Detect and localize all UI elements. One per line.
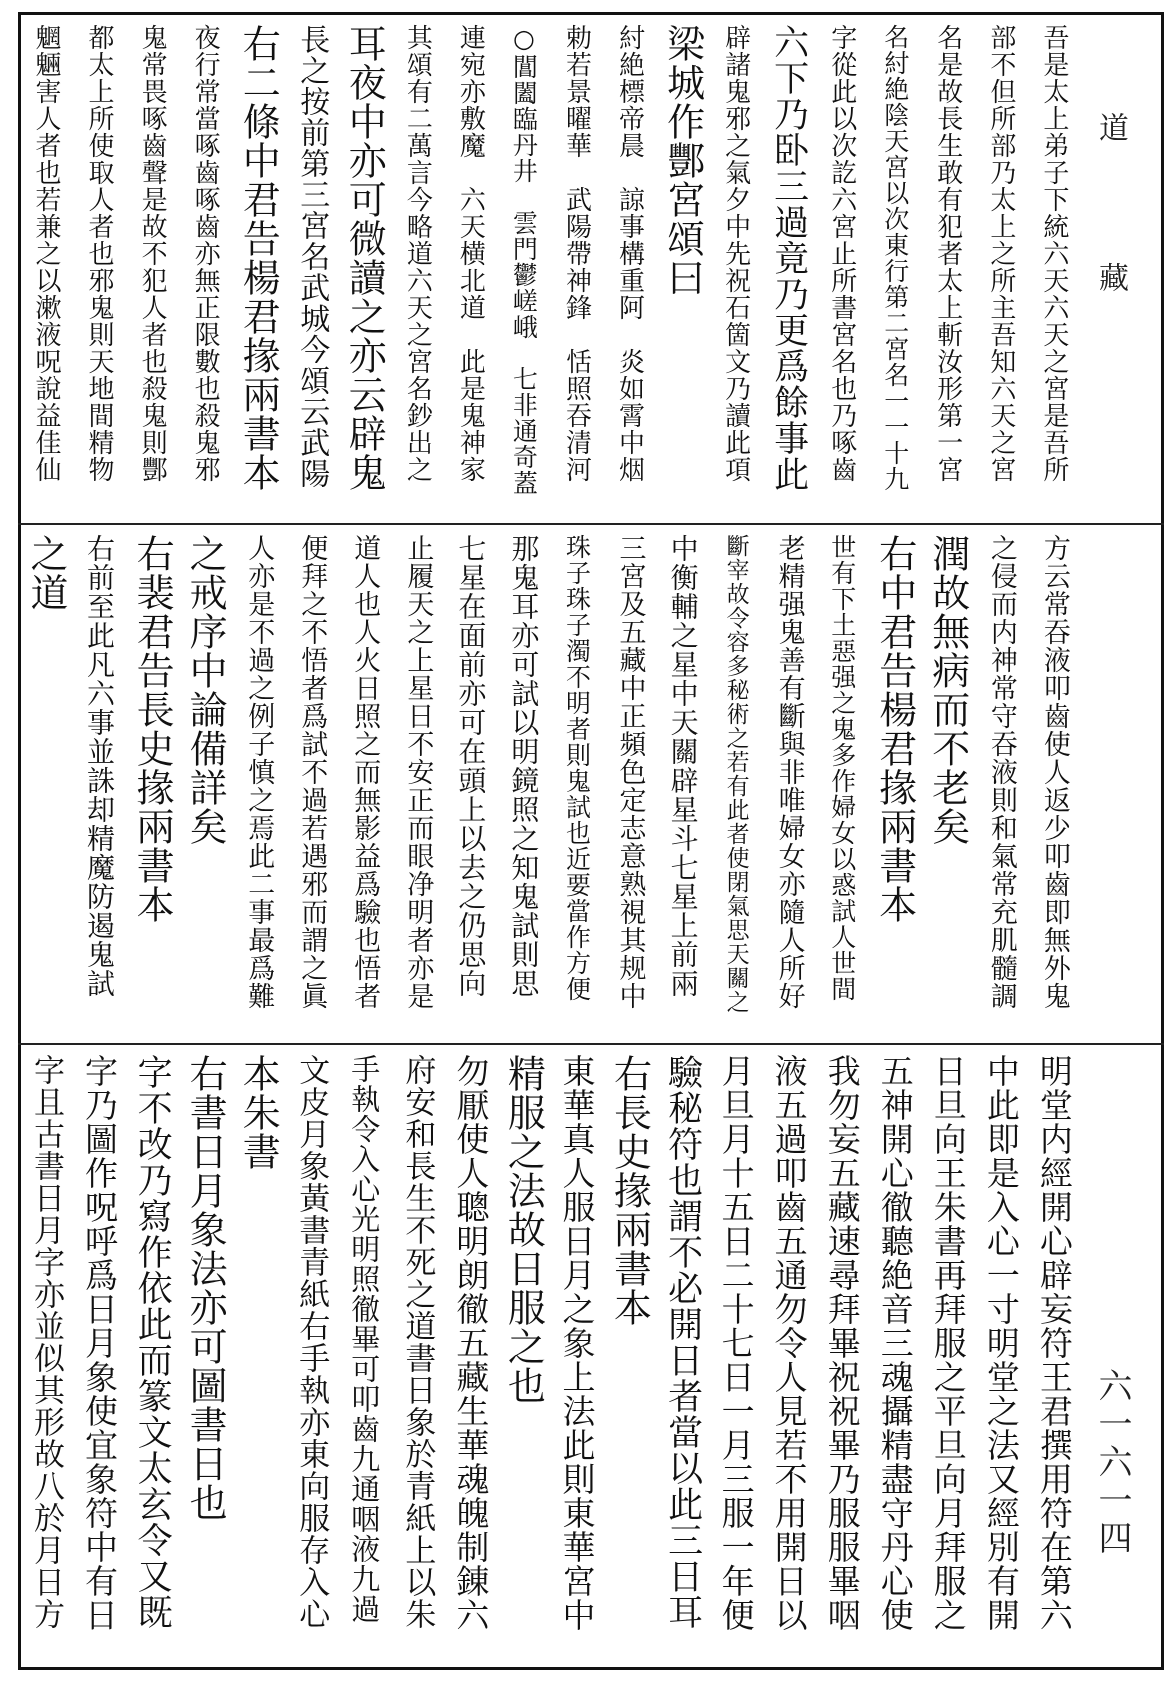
text-column: 字乃圖作呪呼爲日月象使宜象符中有日: [80, 1054, 120, 1632]
text-column: 明堂内經開心辟妄符王君撰用符在第六: [1034, 1054, 1074, 1632]
text-column: 中此即是入心一寸明堂之法又經別有開: [981, 1054, 1021, 1632]
panel-divider-1: [18, 523, 1164, 525]
text-column: 潤故無病而不老矣: [925, 534, 970, 846]
text-column: 府安和長生不死之道書日象於青紙上以朱: [399, 1054, 436, 1630]
text-column: 月旦月十五日二十七日一月三服一年便: [716, 1054, 756, 1632]
margin-title-zang: 藏: [1093, 262, 1128, 292]
text-column: 連宛亦敷魔 六天横北道 此是鬼神家: [455, 24, 486, 483]
text-column: 珠子珠子濁不明者則鬼試也近要當作方便: [562, 534, 592, 1002]
text-column: 方云常吞液叩齒使人返少叩齒即無外鬼: [1038, 534, 1070, 1010]
text-column: 之戒序中論備詳矣: [183, 534, 228, 846]
text-column: 長之按前第三宮名武城今頌云武陽: [294, 24, 330, 489]
text-column: 六下乃卧三過竟乃更爲餘事此: [768, 24, 809, 492]
text-column: 精服之法故日服之也: [501, 1054, 546, 1405]
text-panel-middle: [20, 528, 1080, 1038]
text-column: 止履天之上星日不安正而眼净明者亦是: [402, 534, 434, 1010]
text-column: 其頌有二萬言今略道六天之宮名鈔出之: [402, 24, 433, 483]
text-column: 辟諸鬼邪之氣夕中先祝石箇文乃讀此項: [720, 24, 751, 483]
text-column: 魍魎害人者也若兼之以漱液呪說益佳仙: [31, 24, 61, 483]
text-column: 部不但所部乃太上之所主吾知六天之宮: [985, 24, 1016, 483]
margin-title-dao: 道: [1093, 112, 1128, 142]
columns-bottom: [24, 1054, 1076, 1660]
text-column: 右長史掾兩書本: [607, 1054, 652, 1327]
text-column: 東華真人服日月之象上法此則東華宮中: [557, 1054, 597, 1632]
text-column: 勿厭使人聰明朗徹五藏生華魂魄制錬六: [451, 1054, 491, 1632]
columns-middle: [24, 534, 1076, 1032]
text-column: 那鬼耳亦可試以明鏡照之知鬼試則思: [507, 534, 541, 998]
text-column: ○閶闔臨丹井 雲門鬱嵯峨 七非通奇蓋: [509, 24, 539, 496]
text-column: 右中君告楊君掾兩書本: [872, 534, 917, 924]
text-column: 吾是太上弟子下統六天六天之宮是吾所: [1038, 24, 1069, 483]
text-column: 我勿妄五藏速尋拜畢祝祝畢乃服服畢咽: [822, 1054, 862, 1632]
text-column: 都太上所使取人者也邪鬼則天地間精物: [84, 24, 115, 483]
columns-top: [24, 24, 1076, 514]
text-column: 文皮月象黃書青紙右手執亦東向服存入心: [293, 1054, 330, 1630]
text-column: 便拜之不悟者爲試不過若遇邪而謂之眞: [296, 534, 328, 1010]
text-column: 日旦向王朱書再拜服之平旦向月拜服之: [928, 1054, 968, 1632]
text-column: 人亦是不過之例子慎之焉此二事最爲難: [243, 534, 275, 1010]
text-column: 道人也人火日照之而無影益爲驗也悟者: [349, 534, 381, 1010]
text-column: 名是故長生敢有犯者太上斬汝形第一宮: [932, 24, 963, 483]
text-column: 中衡輔之星中天關辟星斗七星上前兩: [666, 534, 700, 998]
text-column: 液五過叩齒五通勿令人見若不用開日以: [769, 1054, 809, 1632]
text-column: 五神開心徹聽絶音三魂攝精盡守丹心使: [875, 1054, 915, 1632]
text-column: 紂絶標帝晨 諒事構重阿 炎如霄中烟: [614, 24, 645, 483]
text-panel-top: [20, 18, 1080, 520]
text-column: 老精强鬼善有斷與非唯婦女亦隨人所好: [773, 534, 805, 1010]
text-panel-bottom: [20, 1048, 1080, 1666]
panel-divider-2: [18, 1043, 1164, 1045]
text-column: 右裴君告長史掾兩書本: [130, 534, 175, 924]
text-column: 本朱書: [236, 1054, 281, 1171]
text-column: 三宮及五藏中正頻色定志意熟視其规中: [614, 534, 646, 1010]
text-column: 之道: [24, 534, 68, 612]
text-column: 夜行常當啄齒啄齒亦無正限數也殺鬼邪: [190, 24, 221, 483]
text-column: 字且古書日月字亦並似其形故八於月日方: [28, 1054, 64, 1630]
text-column: 手執令入心光明照徹畢可叩齒九通咽液九過: [347, 1054, 382, 1624]
text-column: 之侵而内神常守吞液則和氣常充肌髓調: [985, 534, 1017, 1010]
text-column: 七星在面前亦可在頭上以去之仍思向: [454, 534, 488, 998]
text-column: 右前至此凡六事並誅却精魔防遏鬼試: [83, 534, 117, 998]
text-column: 字不改乃寫作依此而篆文太玄令又既: [132, 1054, 173, 1630]
text-column: 斷宰故令容多秘術之若有此者使閉氣思天關之: [722, 534, 749, 1014]
text-column: 勅若景曜華 武陽帶神鋒 恬照吞清河: [561, 24, 592, 483]
text-column: 梁城作酆宮頌曰: [660, 24, 705, 297]
text-column: 右書日月象法亦可圖書日也: [183, 1054, 228, 1522]
text-column: 耳夜中亦可微讀之亦云辟鬼: [342, 24, 387, 492]
text-column: 字從此以次訖六宮止所書宮名也乃啄齒: [826, 24, 857, 483]
text-column: 世有下土惡强之鬼多作婦女以惑試人世間: [827, 534, 857, 1002]
text-column: 名紂絶陰天宮以次東行第二宮名一一十九: [880, 24, 910, 492]
text-column: 鬼常畏啄齒聲是故不犯人者也殺鬼則酆: [137, 24, 168, 483]
text-column: 驗秘符也謂不必開日者當以此三日耳: [662, 1054, 703, 1630]
text-column: 右二條中君告楊君掾兩書本: [236, 24, 281, 492]
page-number: 六一六一四: [1092, 1368, 1132, 1558]
